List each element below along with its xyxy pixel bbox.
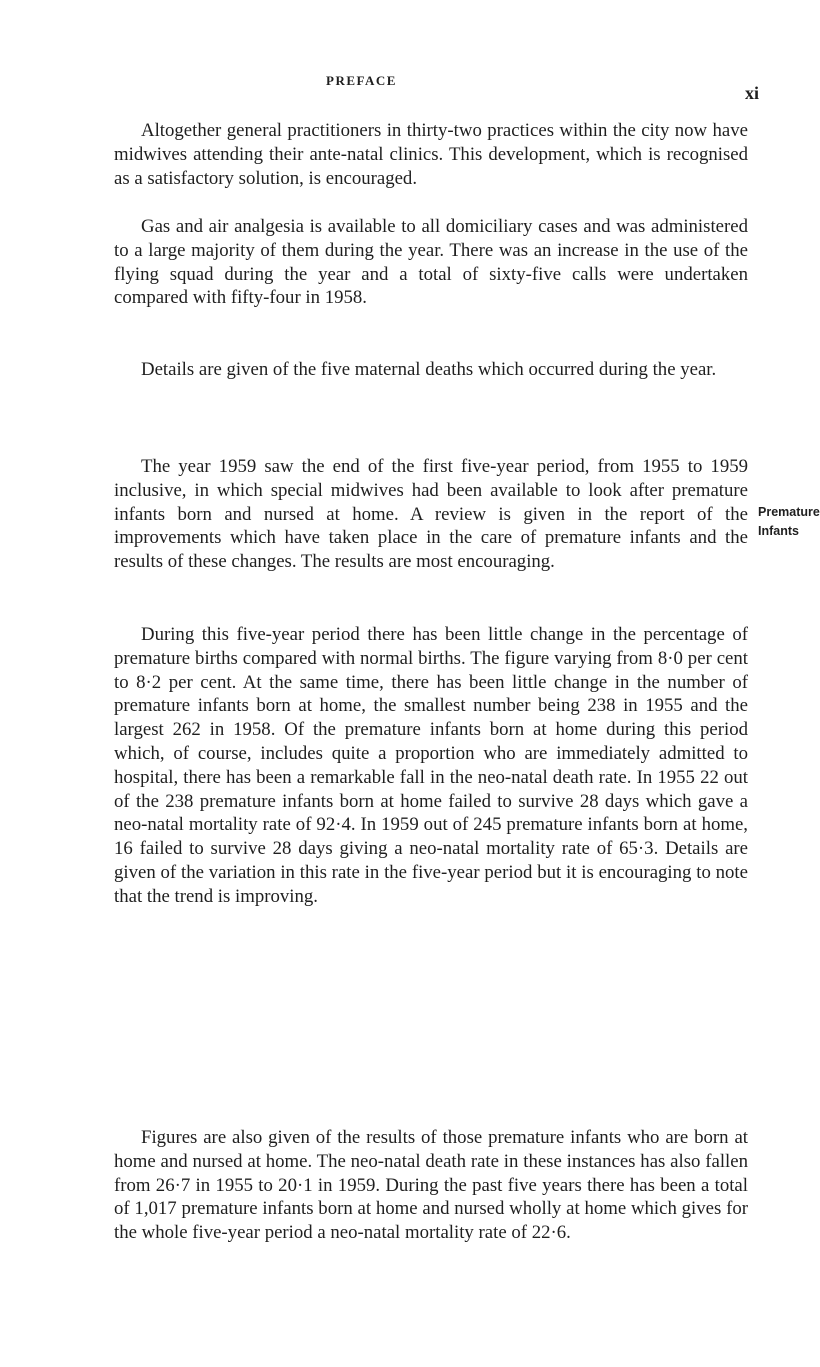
paragraph-premature-births: During this five-year period there has been little change in the percentage of premature births compared with normal births. The figure varying from 8·0 per cent to 8·2 per cent. At the same time, there has been little change in the number of premature infants born at home, the smallest number being 238 in 1955 and the largest 262 in 1958. Of the premature infants born at home during this period which, of course, includes quite a proportion who are immediately admitted to hospital, there has been a remarkable fall in the neo-natal death rate. In 1955 22 out of the 238 premature infants born at home failed to survive 28 days which gave a neo-natal mortality rate of 92·4. In 1959 out of 245 premature infants born at home, 16 failed to survive 28 days giving a neo-natal mortality rate of 65·3. Details are given of the variation in this rate in the five-year period but it is encouraging to note that the trend is improving. (114, 624, 748, 907)
paragraph-analgesia: Gas and air analgesia is available to all domiciliary cases and was administered to a large majority of them during the year. There was an increase in the use of the flying squad during the year and a total of sixty-five calls were undertaken compared with fifty-four in 1958. (114, 216, 748, 309)
page-number: xi (745, 83, 760, 103)
margin-heading-line-1: Premature (758, 505, 820, 519)
paragraph-midwives: Altogether general practitioners in thirty-two practices within the city now have midwives attending their ante-natal clinics. This development, which is recognised as a satisfactory solution, is encouraged. (114, 120, 748, 189)
running-header: PREFACE (326, 73, 397, 88)
margin-heading-premature-infants (758, 503, 820, 541)
paragraph-home-nursed-results: Figures are also given of the results of those premature infants who are born at home and nursed at home. The neo-natal death rate in these instances has also fallen from 26·7 in 1955 to 20·1 in 1959. During the past five years there has been a total of 1,017 premature infants born at home and nursed wholly at home which gives for the whole five-year period a neo-natal mortality rate of 22·6. (114, 1127, 748, 1244)
margin-heading-line-2: Infants (758, 524, 799, 538)
paragraph-maternal-deaths: Details are given of the five maternal deaths which occurred during the year. (141, 359, 717, 380)
paragraph-five-year-period: The year 1959 saw the end of the first five-year period, from 1955 to 1959 inclusive, in which special midwives had been available to look after premature infants born and nursed at home. A review is given in the report of the improvements which have taken place in the care of premature infants and the results of these changes. The results are most encouraging. (114, 456, 748, 573)
